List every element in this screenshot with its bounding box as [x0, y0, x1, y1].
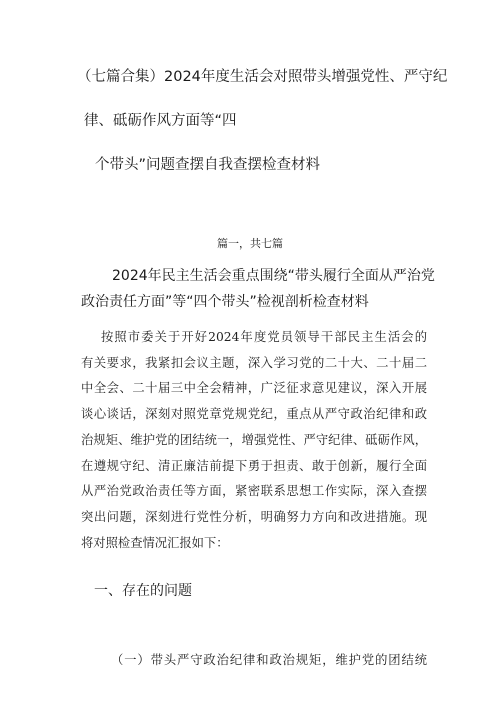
section-label: 篇一，共七篇: [217, 237, 283, 250]
intro-line: 按照市委关于开好2024年度党员领导干部民主生活会的: [101, 330, 427, 344]
subsection-heading: （一）带头严守政治纪律和政治规矩，维护党的团结统: [111, 653, 427, 667]
article-title-line-2: 政治责任方面”等“四个带头”检视剖析检查材料: [81, 294, 369, 310]
section-heading: 一、存在的问题: [94, 583, 192, 599]
intro-line: 突出问题，深刻进行党性分析，明确努力方向和改进措施。现: [81, 509, 427, 524]
intro-line: 将对照检查情况汇报如下：: [81, 535, 229, 550]
intro-paragraph: [81, 325, 427, 556]
document-title-line-3: 个带头”问题查摆自我查摆检查材料: [95, 157, 321, 173]
document-title-line-2: 律、砥砺作风方面等“四: [84, 113, 237, 129]
article-title-line-1: 2024年民主生活会重点围绕“带头履行全面从严治党: [112, 268, 435, 284]
intro-line: 在遵规守纪、清正廉洁前提下勇于担责、敢于创新，履行全面: [81, 458, 427, 473]
intro-line: 治规矩、维护党的团结统一，增强党性、严守纪律、砥砺作风，: [81, 432, 427, 447]
intro-line: 从严治党政治责任等方面，紧密联系思想工作实际，深入查摆: [81, 484, 427, 499]
intro-line: 谈心谈话，深刻对照党章党规党纪，重点从严守政治纪律和政: [81, 407, 427, 422]
document-title-line-1: （七篇合集）2024年度生活会对照带头增强党性、严守纪: [77, 69, 448, 85]
intro-line: 有关要求，我紧扣会议主题，深入学习党的二十大、二十届二: [81, 355, 427, 370]
intro-line: 中全会、二十届三中全会精神，广泛征求意见建议，深入开展: [81, 381, 427, 396]
